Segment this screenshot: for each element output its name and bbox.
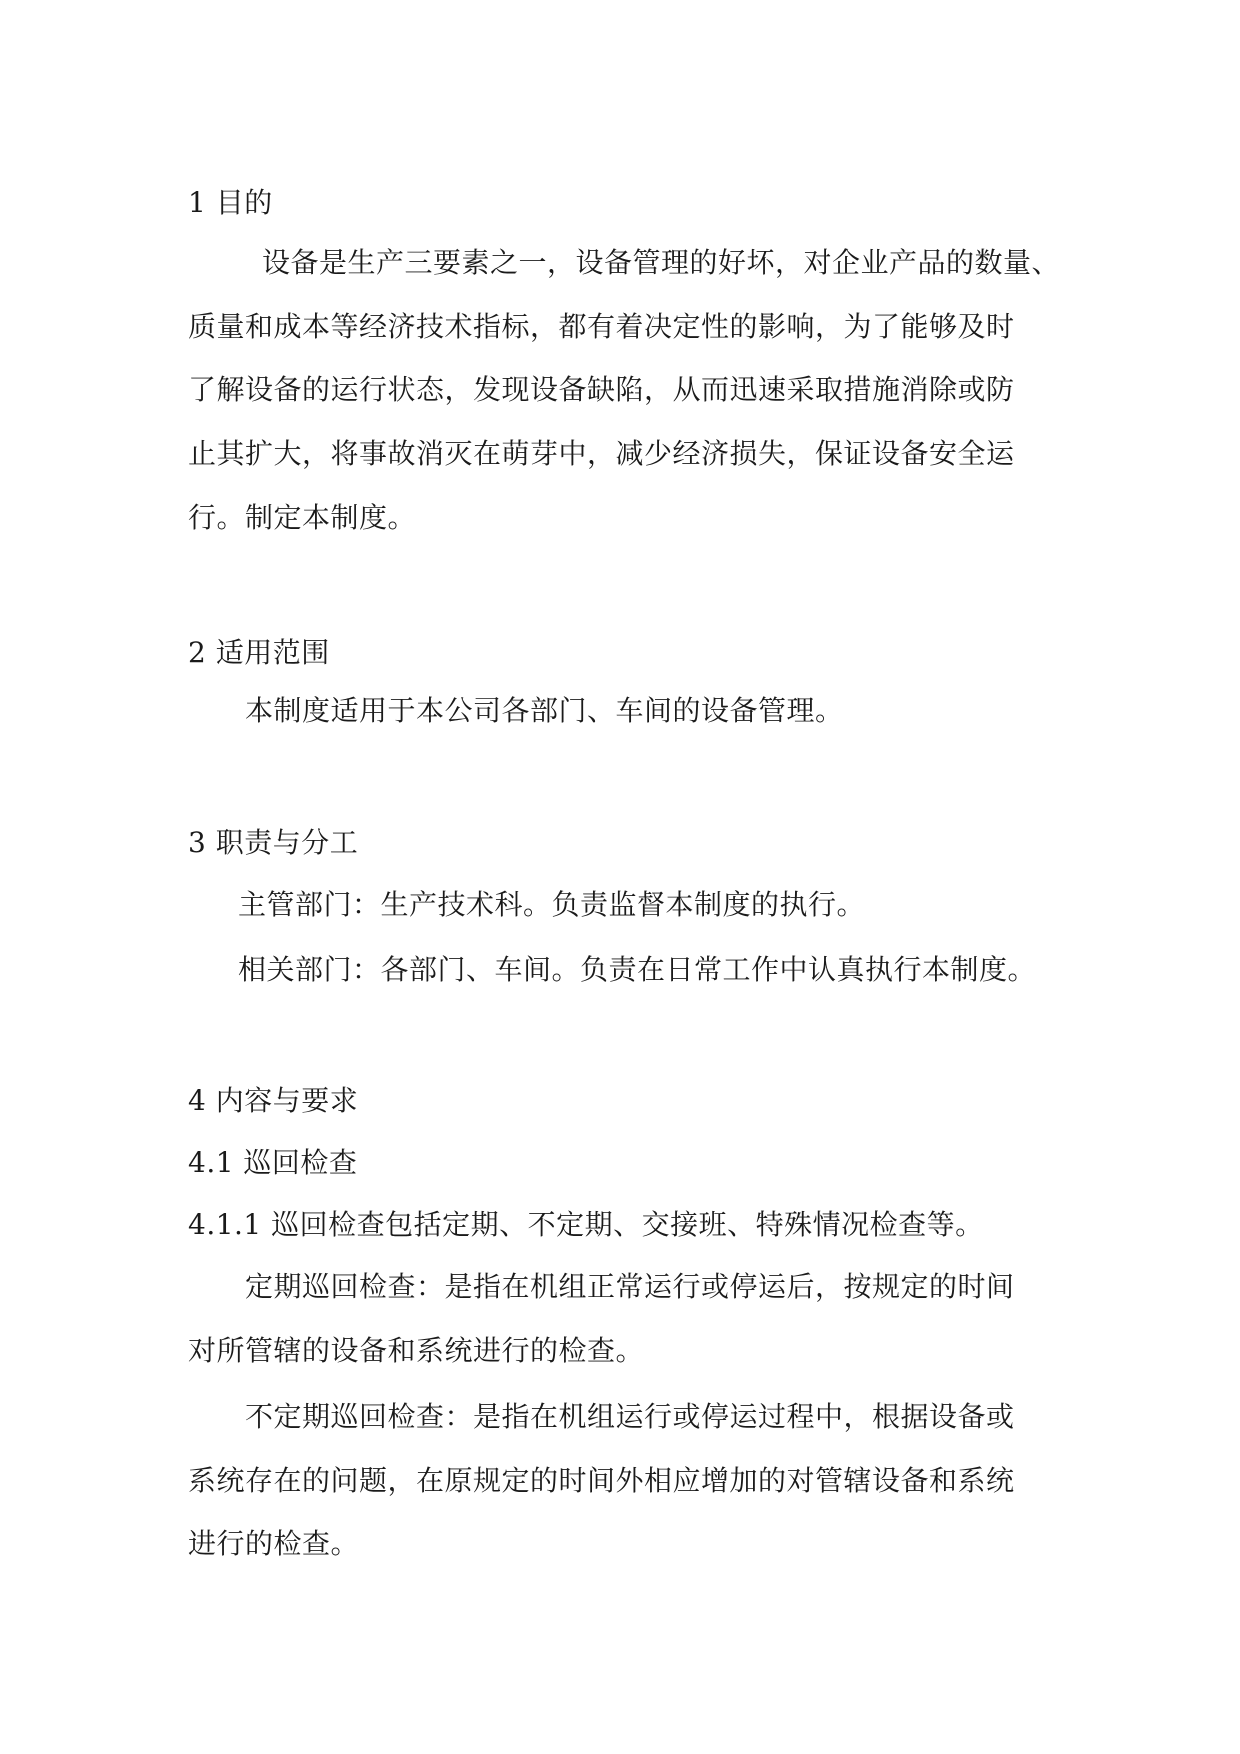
paragraph-line: 了解设备的运行状态，发现设备缺陷，从而迅速采取措施消除或防 — [188, 373, 1015, 406]
section-heading-scope: 2 适用范围 — [188, 636, 330, 669]
sub-heading-inspection: 4.1 巡回检查 — [188, 1146, 358, 1179]
paragraph-line: 不定期巡回检查：是指在机组运行或停运过程中，根据设备或 — [245, 1400, 1015, 1433]
paragraph-line: 质量和成本等经济技术指标，都有着决定性的影响，为了能够及时 — [188, 310, 1015, 343]
section-heading-purpose: 1 目的 — [188, 186, 273, 219]
paragraph-line: 止其扩大，将事故消灭在萌芽中，减少经济损失，保证设备安全运 — [188, 437, 1015, 470]
paragraph-line: 进行的检查。 — [188, 1527, 360, 1560]
paragraph-line: 系统存在的问题，在原规定的时间外相应增加的对管辖设备和系统 — [188, 1464, 1015, 1497]
paragraph-line: 本制度适用于本公司各部门、车间的设备管理。 — [245, 694, 844, 727]
section-heading-responsibilities: 3 职责与分工 — [188, 826, 359, 859]
paragraph-line: 定期巡回检查：是指在机组正常运行或停运后，按规定的时间 — [245, 1270, 1015, 1303]
responsibility-line: 主管部门：生产技术科。负责监督本制度的执行。 — [238, 888, 866, 921]
item-4-1-1: 4.1.1 巡回检查包括定期、不定期、交接班、特殊情况检查等。 — [188, 1208, 984, 1241]
section-heading-content: 4 内容与要求 — [188, 1084, 359, 1117]
paragraph-line: 对所管辖的设备和系统进行的检查。 — [188, 1334, 645, 1367]
paragraph-line: 行。制定本制度。 — [188, 501, 417, 534]
responsibility-line: 相关部门：各部门、车间。负责在日常工作中认真执行本制度。 — [238, 953, 1037, 986]
paragraph-line: 设备是生产三要素之一，设备管理的好坏，对企业产品的数量、 — [262, 246, 1061, 279]
